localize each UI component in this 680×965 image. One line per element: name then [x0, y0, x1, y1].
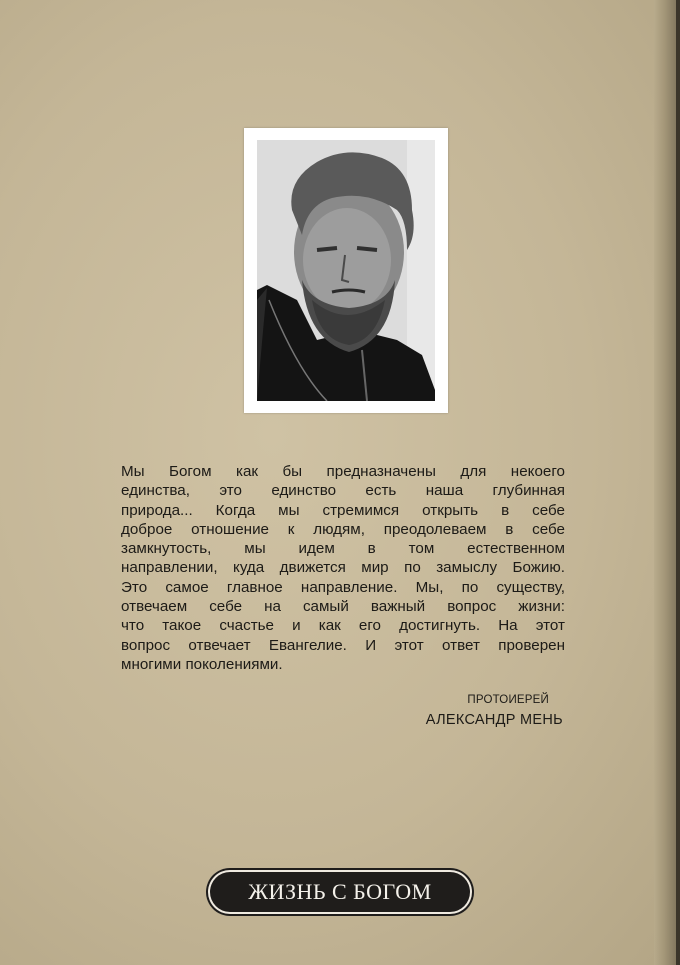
quote-line: природа... Когда мы стремимся открыть в себе	[121, 501, 565, 519]
quote-line: единства, это единство есть наша глубинная	[121, 482, 565, 500]
quote-line: доброе отношение к людям, преодолеваем в себе	[121, 520, 565, 538]
quote-line: многими поколениями.	[121, 655, 283, 673]
quote-line: направлении, куда движется мир по замыслу Божию.	[121, 559, 565, 577]
quote-line: замкнутость, мы идем в том естественном	[121, 540, 565, 558]
series-badge	[206, 868, 474, 916]
series-label: ЖИЗНЬ С БОГОМ	[248, 879, 432, 904]
quote-line: Мы Богом как бы предназначены для некоего	[121, 463, 565, 480]
quote-text	[121, 462, 565, 674]
author-portrait	[257, 140, 435, 401]
cover-dark-edge	[676, 0, 680, 965]
author-photo-frame	[244, 128, 448, 413]
author-title: ПРОТОИЕРЕЙ	[467, 694, 549, 706]
quote-line: отвечаем себе на самый важный вопрос жизни:	[121, 598, 565, 616]
author-name: АЛЕКСАНДР МЕНЬ	[425, 712, 563, 728]
quote-line: вопрос отвечает Евангелие. И этот ответ проверен	[121, 636, 565, 654]
author-signature	[426, 694, 563, 728]
quote-line: Это самое главное направление. Мы, по существу,	[121, 578, 565, 596]
quote-line: что такое счастье и как его достигнуть. На этот	[121, 617, 565, 635]
author-portrait-drawing	[257, 140, 435, 401]
